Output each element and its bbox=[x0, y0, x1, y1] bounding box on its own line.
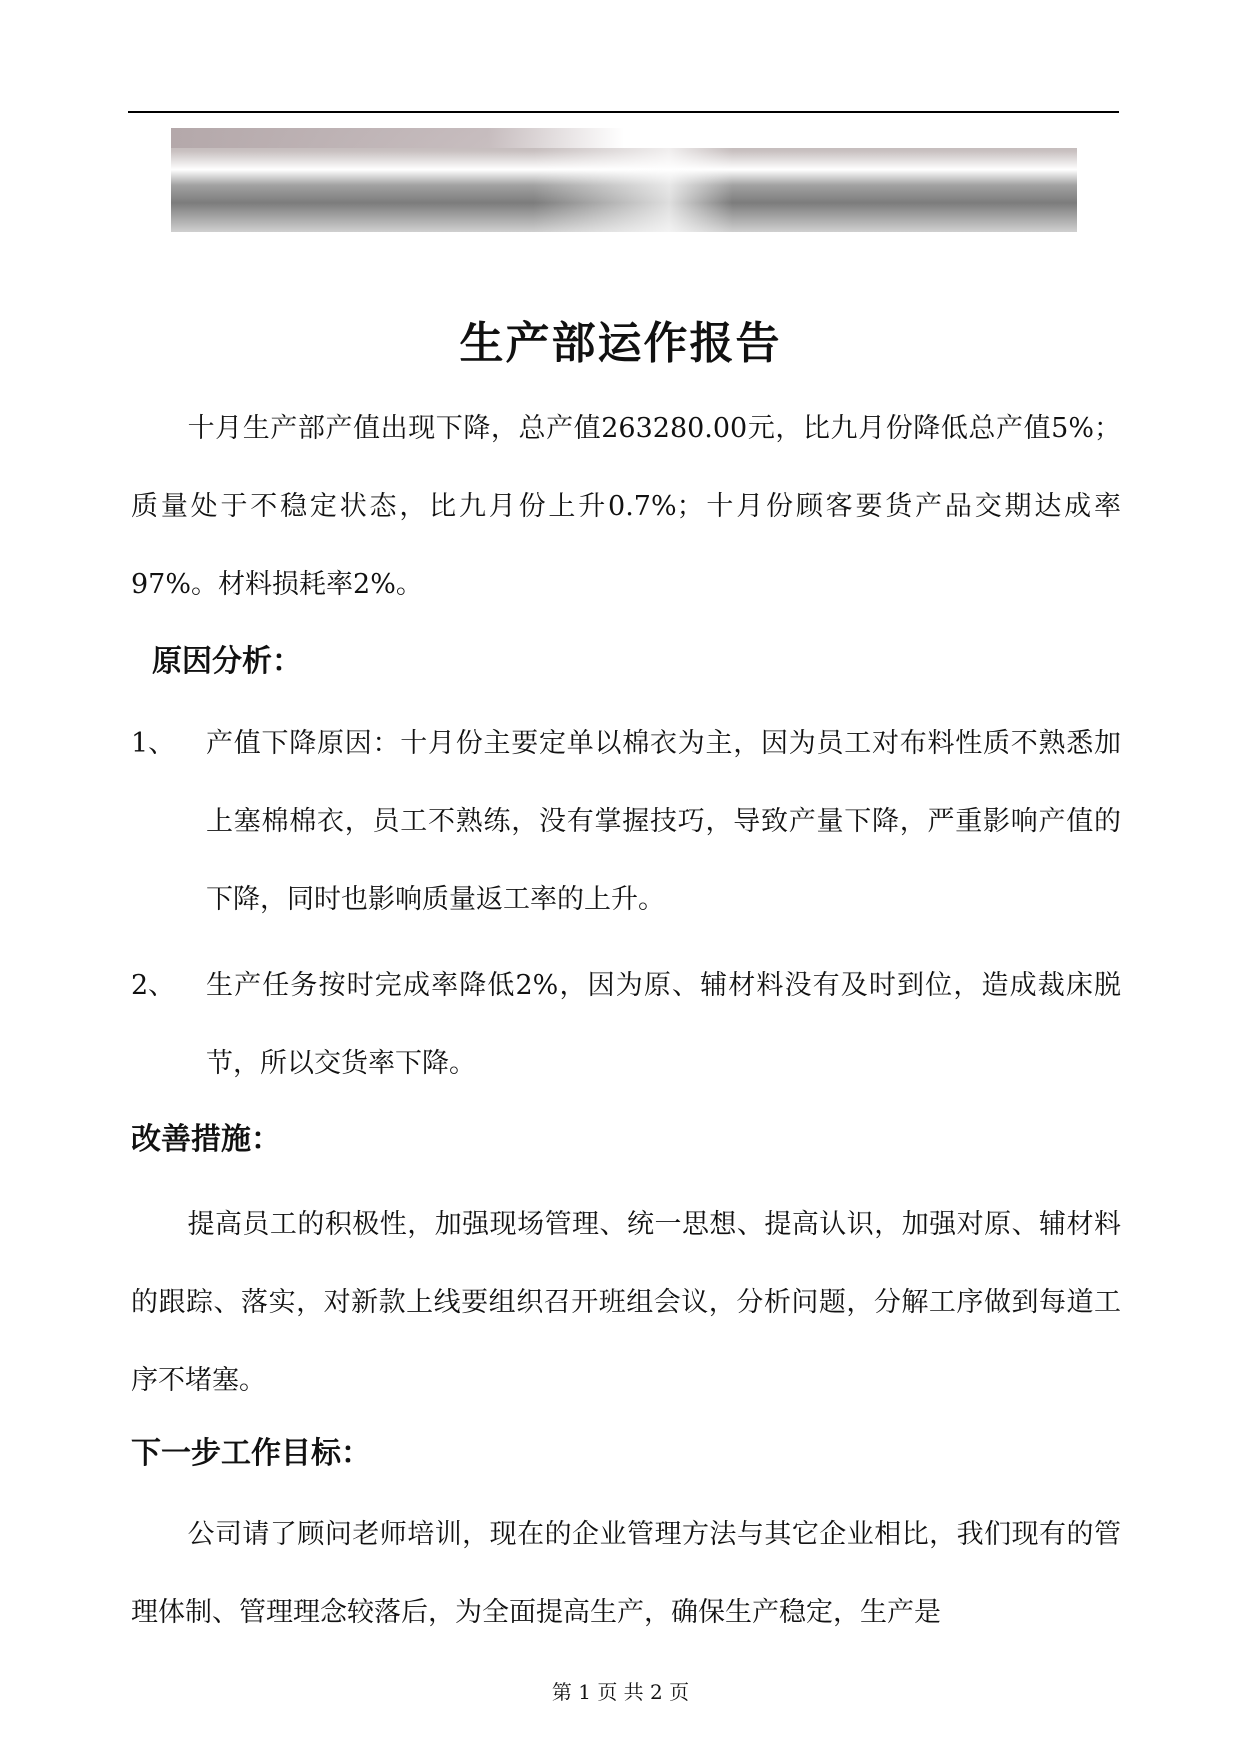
cause-2-number: 2、 bbox=[131, 970, 176, 1001]
improve-paragraph bbox=[131, 1186, 1121, 1420]
intro-paragraph bbox=[131, 390, 1121, 624]
cause-2-text: 生产任务按时完成率降低2%，因为原、辅材料没有及时到位，造成裁床脱节，所以交货率下降。 bbox=[206, 970, 1121, 1079]
header-banner-fade bbox=[171, 128, 1077, 148]
cause-heading: 原因分析： bbox=[152, 644, 302, 679]
page-title: 生产部运作报告 bbox=[459, 318, 782, 369]
improve-heading: 改善措施： bbox=[131, 1122, 281, 1157]
intro-text: 十月生产部产值出现下降，总产值263280.00元，比九月份降低总产值5%；质量处于不稳定状态，比九月份上升0.7%；十月份顾客要货产品交期达成率97%。材料损耗率2%。 bbox=[131, 413, 1121, 600]
next-heading: 下一步工作目标： bbox=[131, 1436, 371, 1471]
page-footer: 第 1 页 共 2 页 bbox=[551, 1680, 690, 1704]
improve-text: 提高员工的积极性，加强现场管理、统一思想、提高认识，加强对原、辅材料的跟踪、落实，对新款上线要组织召开班组会议，分析问题，分解工序做到每道工序不堵塞。 bbox=[131, 1209, 1121, 1396]
cause-1-text: 产值下降原因：十月份主要定单以棉衣为主，因为员工对布料性质不熟悉加上塞棉棉衣，员工不熟练，没有掌握技巧，导致产量下降，严重影响产值的下降，同时也影响质量返工率的上升。 bbox=[206, 728, 1121, 915]
next-text: 公司请了顾问老师培训，现在的企业管理方法与其它企业相比，我们现有的管理体制、管理理念较落后，为全面提高生产，确保生产稳定，生产是 bbox=[131, 1519, 1121, 1628]
cause-1-number: 1、 bbox=[131, 728, 176, 759]
header-rule bbox=[128, 111, 1119, 113]
next-paragraph bbox=[131, 1496, 1121, 1652]
